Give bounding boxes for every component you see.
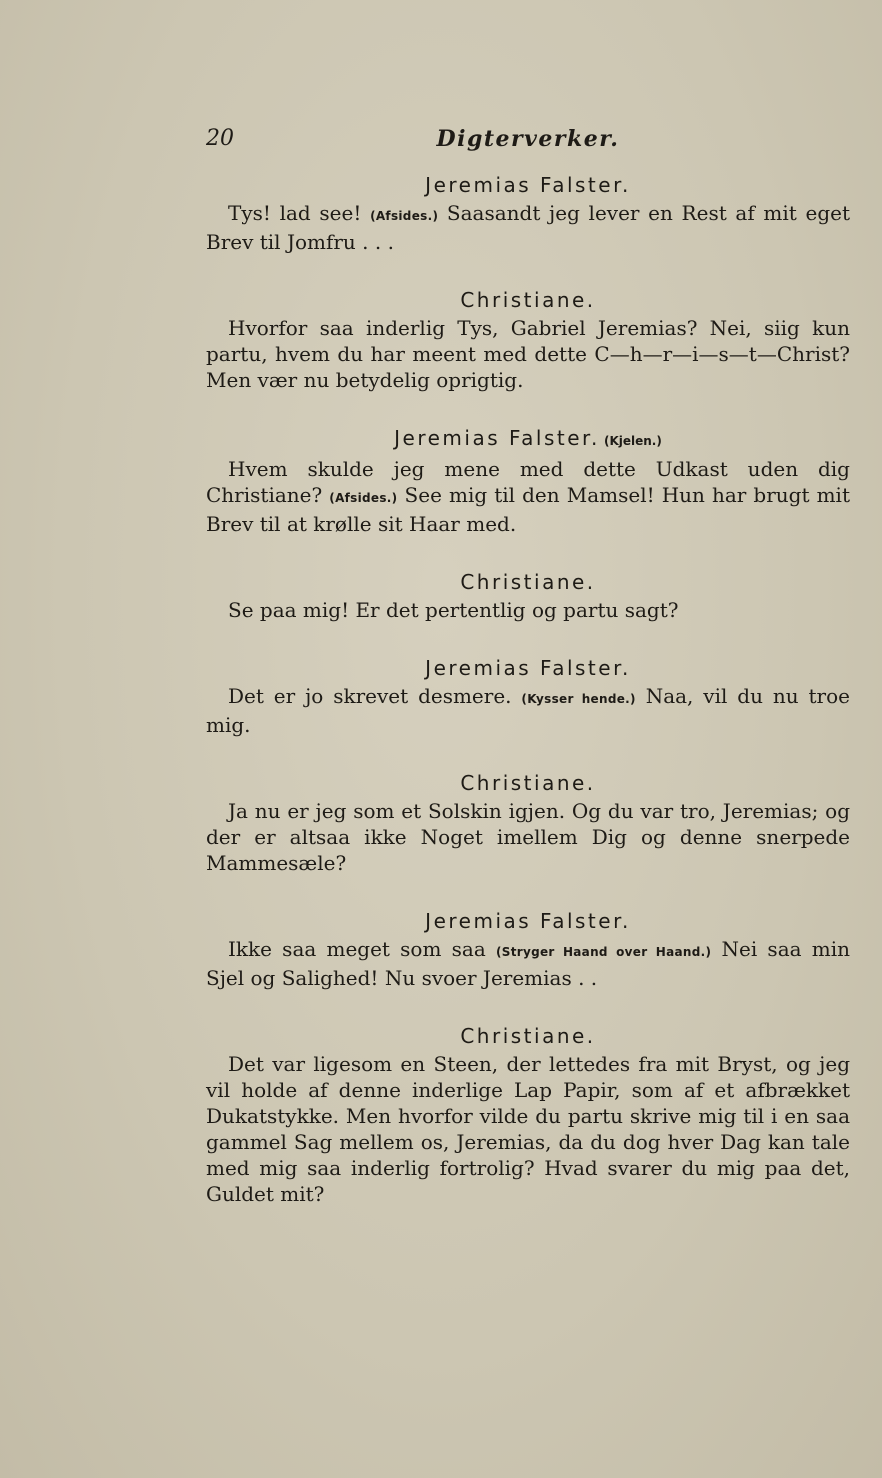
stage-direction: (Kysser hende.) [521,692,636,706]
dialogue-exchange [206,423,850,537]
speech-text [206,315,850,393]
speaker-name [206,653,850,683]
dialogue-exchange [206,906,850,991]
speaker-label: Jeremias Falster. [394,426,600,450]
speech-text [206,798,850,876]
speech-segment: Hvorfor saa inderlig Tys, Gabriel Jeremias? Nei, siig kun partu, hvem du har meent med dette C—h—r—i—s—t—Christ? Men vær nu betydelig oprigtig. [206,316,850,392]
speaker-name [206,906,850,936]
speech-segment: Ikke saa meget som saa [228,937,496,961]
speaker-label: Christiane. [460,570,596,594]
speech-text [206,936,850,991]
speech-segment: Det var ligesom en Steen, der lettedes fra mit Bryst, og jeg vil holde af denne inderlige Lap Papir, som af et afbrækket Dukatstykke. Men hvorfor vilde du partu skrive mig til i en saa gammel Sag mellem os, Jeremias, da du dog hver Dag kan tale med mig saa inderlig fortrolig? Hvad svarer du mig paa det, Guldet mit? [206,1052,850,1206]
speech-segment: Ja nu er jeg som et Solskin igjen. Og du var tro, Jeremias; og der er altsaa ikke Noget imellem Dig og denne snerpede Mammesæle? [206,799,850,875]
speaker-name [206,567,850,597]
dialogue-exchange [206,170,850,255]
book-page [206,122,850,1237]
speaker-label: Jeremias Falster. [425,909,631,933]
speaker-name [206,285,850,315]
speech-segment: Se paa mig! Er det pertentlig og partu sagt? [228,598,679,622]
speech-segment: Saasandt jeg lever en Rest af mit eget Brev til Jomfru . . . [206,201,851,254]
running-head [206,122,850,162]
stage-direction: (Afsides.) [370,209,439,223]
speaker-label: Jeremias Falster. [425,173,631,197]
speaker-name [206,1021,850,1051]
speech-text [206,200,850,255]
running-title: Digterverker. [436,126,620,152]
speech-text [206,1051,850,1207]
speech-segment: Tys! lad see! [228,201,371,225]
speech-text [206,597,850,623]
dialogue-exchange [206,285,850,393]
speaker-label: Jeremias Falster. [425,656,631,680]
speech-segment: Nei saa min Sjel og Salighed! Nu svoer Jeremias . . [206,937,850,990]
speaker-label: Christiane. [460,288,596,312]
speech-segment: Det er jo skrevet desmere. [228,684,522,708]
speaker-name [206,170,850,200]
speaker-label: Christiane. [460,771,596,795]
page-number: 20 [206,126,234,151]
speech-text [206,456,850,537]
stage-direction: (Kjelen.) [599,434,662,448]
dialogue-exchange [206,1021,850,1207]
speech-text [206,683,850,738]
dialogue-exchange [206,567,850,623]
dialogue-exchange [206,768,850,876]
speech-segment: See mig til den Mamsel! Hun har brugt mit Brev til at krølle sit Haar med. [206,483,850,536]
speaker-name [206,423,850,456]
dialogue [206,170,850,1207]
speech-segment: Naa, vil du nu troe mig. [206,684,850,737]
stage-direction: (Afsides.) [329,491,398,505]
speaker-label: Christiane. [460,1024,596,1048]
speech-segment: Hvem skulde jeg mene med dette Udkast uden dig Christiane? [206,457,850,507]
speaker-name [206,768,850,798]
dialogue-exchange [206,653,850,738]
stage-direction: (Stryger Haand over Haand.) [495,945,712,959]
